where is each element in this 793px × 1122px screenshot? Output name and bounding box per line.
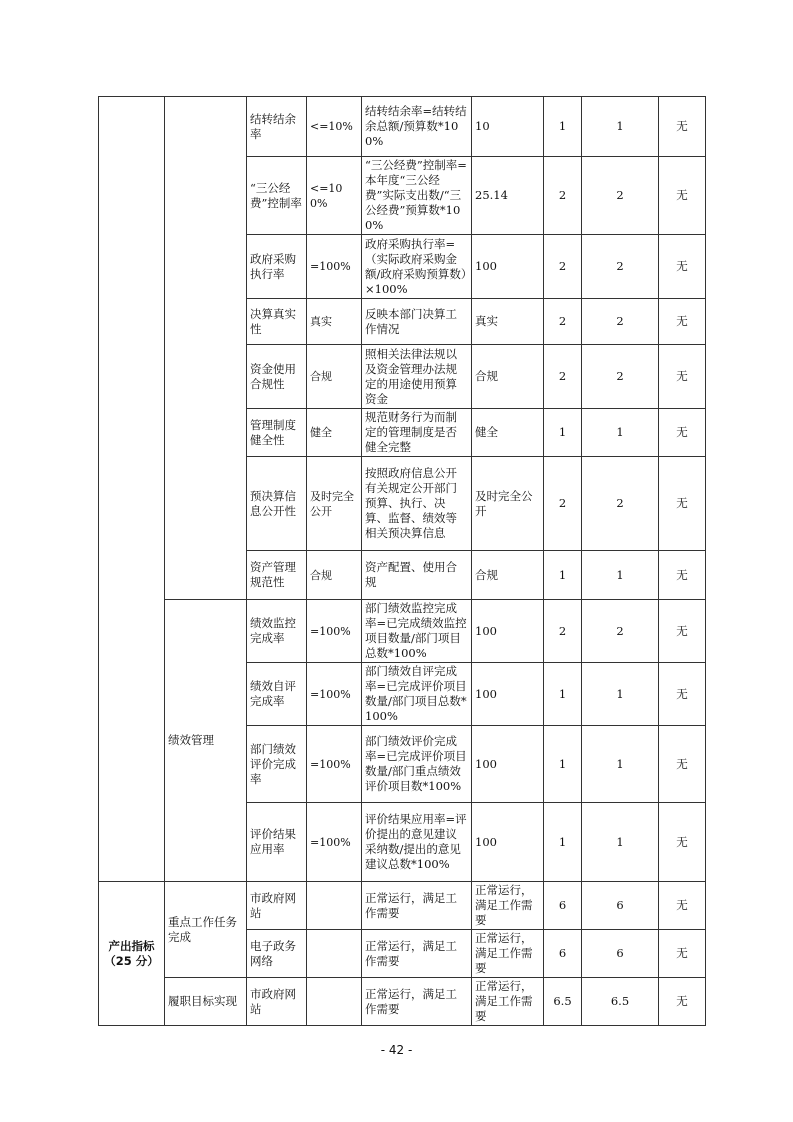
indicator-name: 评价结果应用率 (247, 803, 307, 882)
indicator-method: 正常运行，满足工作需要 (362, 882, 472, 930)
indicator-actual: 100 (472, 663, 544, 726)
indicator-score: 1 (582, 551, 659, 600)
indicator-standard: 合规 (307, 551, 362, 600)
indicator-reason: 无 (659, 457, 706, 551)
indicator-weight: 6.5 (544, 978, 582, 1026)
indicator-method: 部门绩效评价完成率=已完成评价项目数量/部门重点绩效评价项目数*100% (362, 726, 472, 803)
indicator-weight: 1 (544, 551, 582, 600)
indicator-standard: 及时完全公开 (307, 457, 362, 551)
indicator-name: 预决算信息公开性 (247, 457, 307, 551)
indicator-name: “三公经费”控制率 (247, 157, 307, 235)
indicator-weight: 1 (544, 663, 582, 726)
indicator-score: 2 (582, 345, 659, 409)
indicator-score: 2 (582, 600, 659, 663)
indicator-score: 2 (582, 299, 659, 345)
indicator-method: 部门绩效监控完成率=已完成绩效监控项目数量/部门项目总数*100% (362, 600, 472, 663)
indicator-reason: 无 (659, 978, 706, 1026)
indicator-weight: 1 (544, 803, 582, 882)
indicator-actual: 10 (472, 97, 544, 157)
indicator-standard: 合规 (307, 345, 362, 409)
indicator-name: 电子政务网络 (247, 930, 307, 978)
indicator-weight: 2 (544, 600, 582, 663)
indicator-score: 1 (582, 803, 659, 882)
indicator-standard: =100% (307, 663, 362, 726)
indicator-actual: 健全 (472, 409, 544, 457)
indicator-actual: 及时完全公开 (472, 457, 544, 551)
indicator-method: 按照政府信息公开有关规定公开部门预算、执行、决算、监督、绩效等相关预决算信息 (362, 457, 472, 551)
indicator-weight: 2 (544, 299, 582, 345)
indicator-reason: 无 (659, 663, 706, 726)
indicator-name: 资产管理规范性 (247, 551, 307, 600)
page-number: - 42 - (380, 1043, 413, 1057)
output-indicator-points: （25 分） (104, 953, 159, 968)
indicator-score: 2 (582, 457, 659, 551)
indicator-standard: <=100% (307, 157, 362, 235)
indicator-method: 政府采购执行率=（实际政府采购金额/政府采购预算数）×100% (362, 235, 472, 299)
indicator-weight: 1 (544, 409, 582, 457)
indicator-method: 部门绩效自评完成率=已完成评价项目数量/部门项目总数*100% (362, 663, 472, 726)
indicator-name: 市政府网站 (247, 978, 307, 1026)
indicator-reason: 无 (659, 97, 706, 157)
indicator-method: 反映本部门决算工作情况 (362, 299, 472, 345)
group-duty-goal: 履职目标实现 (165, 978, 247, 1026)
indicator-weight: 1 (544, 726, 582, 803)
indicator-score: 1 (582, 97, 659, 157)
indicator-reason: 无 (659, 551, 706, 600)
group-performance-management: 绩效管理 (165, 600, 247, 882)
indicator-reason: 无 (659, 157, 706, 235)
indicator-standard (307, 978, 362, 1026)
indicator-method: 结转结余率=结转结余总额/预算数*100% (362, 97, 472, 157)
indicator-actual: 正常运行，满足工作需要 (472, 930, 544, 978)
indicator-score: 1 (582, 409, 659, 457)
indicator-reason: 无 (659, 803, 706, 882)
indicator-weight: 2 (544, 457, 582, 551)
group-output-indicator (99, 882, 165, 1026)
indicator-actual: 正常运行，满足工作需要 (472, 978, 544, 1026)
indicator-name: 资金使用合规性 (247, 345, 307, 409)
indicator-standard: =100% (307, 235, 362, 299)
indicator-method: 规范财务行为而制定的管理制度是否健全完整 (362, 409, 472, 457)
indicator-method: 正常运行，满足工作需要 (362, 930, 472, 978)
indicator-name: 部门绩效评价完成率 (247, 726, 307, 803)
table-row (99, 882, 706, 930)
indicator-actual: 合规 (472, 551, 544, 600)
output-indicator-label: 产出指标 (108, 938, 155, 953)
level2-cell-empty (165, 97, 247, 600)
indicator-method: 资产配置、使用合规 (362, 551, 472, 600)
indicator-reason: 无 (659, 882, 706, 930)
indicator-score: 6 (582, 882, 659, 930)
indicator-name: 政府采购执行率 (247, 235, 307, 299)
indicator-standard (307, 930, 362, 978)
indicator-score: 2 (582, 157, 659, 235)
indicator-reason: 无 (659, 930, 706, 978)
indicator-name: 结转结余率 (247, 97, 307, 157)
indicator-table (98, 96, 706, 1026)
indicator-reason: 无 (659, 409, 706, 457)
indicator-standard: =100% (307, 600, 362, 663)
indicator-name: 绩效监控完成率 (247, 600, 307, 663)
indicator-actual: 100 (472, 726, 544, 803)
indicator-weight: 6 (544, 930, 582, 978)
indicator-weight: 6 (544, 882, 582, 930)
indicator-name: 绩效自评完成率 (247, 663, 307, 726)
indicator-weight: 2 (544, 157, 582, 235)
indicator-standard: 健全 (307, 409, 362, 457)
indicator-score: 1 (582, 663, 659, 726)
indicator-reason: 无 (659, 345, 706, 409)
indicator-reason: 无 (659, 726, 706, 803)
indicator-score: 1 (582, 726, 659, 803)
indicator-actual: 100 (472, 235, 544, 299)
indicator-actual: 正常运行，满足工作需要 (472, 882, 544, 930)
indicator-score: 2 (582, 235, 659, 299)
indicator-actual: 100 (472, 600, 544, 663)
level1-cell-empty (99, 97, 165, 882)
indicator-method: “三公经费”控制率=本年度“三公经费”实际支出数/“三公经费”预算数*100% (362, 157, 472, 235)
indicator-standard: =100% (307, 803, 362, 882)
indicator-weight: 2 (544, 235, 582, 299)
indicator-standard: =100% (307, 726, 362, 803)
indicator-weight: 2 (544, 345, 582, 409)
indicator-standard: 真实 (307, 299, 362, 345)
indicator-standard: <=10% (307, 97, 362, 157)
indicator-weight: 1 (544, 97, 582, 157)
indicator-standard (307, 882, 362, 930)
indicator-method: 正常运行，满足工作需要 (362, 978, 472, 1026)
group-key-work: 重点工作任务完成 (165, 882, 247, 978)
indicator-reason: 无 (659, 235, 706, 299)
indicator-reason: 无 (659, 299, 706, 345)
indicator-name: 管理制度健全性 (247, 409, 307, 457)
table-row (99, 978, 706, 1026)
indicator-method: 评价结果应用率=评价提出的意见建议采纳数/提出的意见建议总数*100% (362, 803, 472, 882)
indicator-name: 市政府网站 (247, 882, 307, 930)
indicator-reason: 无 (659, 600, 706, 663)
indicator-score: 6 (582, 930, 659, 978)
table-row (99, 600, 706, 663)
indicator-score: 6.5 (582, 978, 659, 1026)
indicator-name: 决算真实性 (247, 299, 307, 345)
indicator-actual: 合规 (472, 345, 544, 409)
indicator-actual: 100 (472, 803, 544, 882)
indicator-actual: 真实 (472, 299, 544, 345)
table-row (99, 97, 706, 157)
indicator-method: 照相关法律法规以及资金管理办法规定的用途使用预算资金 (362, 345, 472, 409)
indicator-actual: 25.14 (472, 157, 544, 235)
